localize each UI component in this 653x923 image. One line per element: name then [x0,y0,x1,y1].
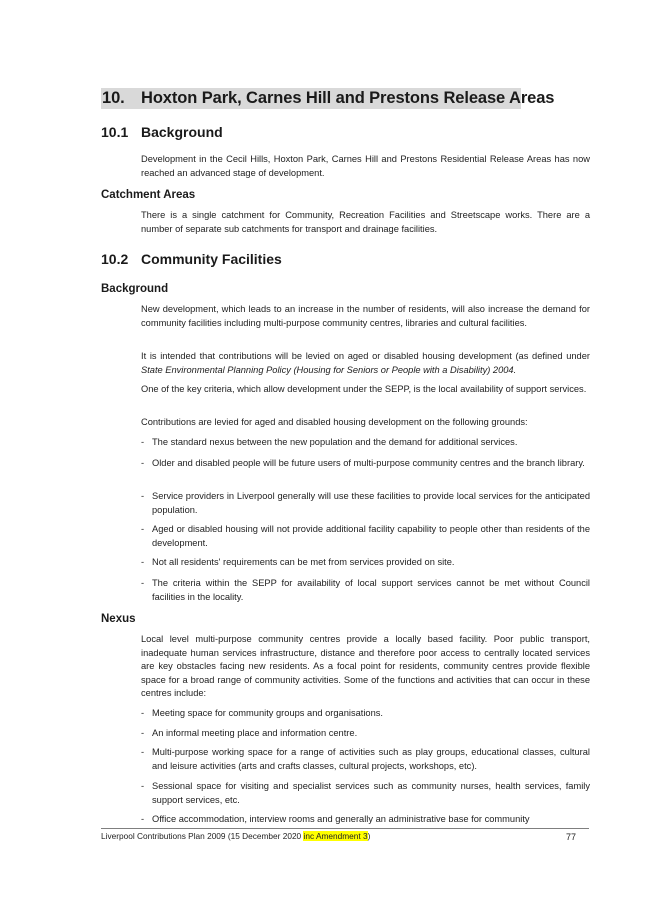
list-item-text: An informal meeting place and information centre. [152,728,358,738]
bullet-dash: - [141,747,145,757]
nexus-heading: Nexus [101,613,136,625]
list-item [141,556,590,570]
section-10-1-heading [101,123,223,141]
footer-text [101,831,370,842]
section-10-2-heading [101,250,282,268]
list-item-text: Sessional space for visiting and specialist services such as community nurses, health services, family support services, etc. [152,781,590,805]
footer-amendment-highlight: inc Amendment 3 [303,831,368,841]
bullet-dash: - [141,578,145,588]
list-item [141,707,590,721]
list-item-text: Meeting space for community groups and organisations. [152,708,383,718]
bullet-dash: - [141,524,145,534]
section-number: 10.1 [101,124,129,140]
list-item-text: Office accommodation, interview rooms and generally an administrative base for community [152,814,530,824]
bullet-dash: - [141,491,145,501]
list-item [141,813,590,827]
community-background-heading: Background [101,283,169,295]
community-paragraph-4: Contributions are levied for aged and disabled housing development on the following grounds: [141,417,528,427]
list-item-text: The standard nexus between the new population and the demand for additional services. [152,437,518,447]
bullet-dash: - [141,557,145,567]
community-paragraph-2 [141,350,590,377]
footer-divider [101,828,589,829]
background-paragraph: Development in the Cecil Hills, Hoxton Park, Carnes Hill and Prestons Residential Release Areas has now reached an advanced stage of development. [141,154,590,178]
catchment-paragraph: There is a single catchment for Community, Recreation Facilities and Streetscape works. There are a number of separate sub catchments for transport and drainage facilities. [141,210,590,234]
chapter-heading [101,88,555,109]
list-item-text: Service providers in Liverpool generally will use these facilities to provide local services for the anticipated population. [152,491,590,515]
list-item [141,457,590,471]
list-item-text: Not all residents' requirements can be met from services provided on site. [152,557,455,567]
list-item [141,727,590,741]
list-item-text: Multi-purpose working space for a range of activities such as play groups, educational classes, cultural and leisure activities (arts and crafts classes, cultural projects, workshops, etc). [152,747,590,771]
sepp-title: State Environmental Planning Policy (Housing for Seniors or People with a Disability) 2004. [141,364,517,375]
list-item [141,746,590,773]
catchment-areas-heading: Catchment Areas [101,189,196,201]
bullet-dash: - [141,437,145,447]
list-item [141,780,590,807]
community-paragraph-1: New development, which leads to an increase in the number of residents, will also increase the demand for community facilities including multi-purpose community centres, libraries and cultural facilities. [141,304,590,328]
list-item-text: Aged or disabled housing will not provide additional facility capability to people other than residents of the development. [152,524,590,548]
page-number: 77 [566,832,577,842]
section-title: Community Facilities [141,251,282,267]
chapter-number: 10. [102,89,125,107]
list-item-text: The criteria within the SEPP for availability of local support services cannot be met without Council facilities in the locality. [152,578,590,602]
bullet-dash: - [141,814,145,824]
bullet-dash: - [141,781,145,791]
list-item-text: Older and disabled people will be future users of multi-purpose community centres and the branch library. [152,458,585,468]
footer-plan-name: Liverpool Contributions Plan 2009 (15 December 2020 [101,831,304,841]
list-item [141,577,590,604]
footer-close-paren: ) [367,831,371,841]
section-title: Background [141,124,223,140]
list-item [141,523,590,550]
section-number: 10.2 [101,251,129,267]
list-item [141,490,590,517]
paragraph-text: It is intended that contributions will be levied on aged or disabled housing development (as defined under [141,351,590,361]
bullet-dash: - [141,708,145,718]
chapter-title: Hoxton Park, Carnes Hill and Prestons Release Areas [141,89,555,107]
list-item [141,436,590,450]
bullet-dash: - [141,728,145,738]
bullet-dash: - [141,458,145,468]
nexus-paragraph: Local level multi-purpose community centres provide a locally based facility. Poor public transport, inadequate human services infrastructure, distance and therefore poor access to centrally located services are key obstacles facing new residents. As a focal point for residents, community centres provide flexible space for a broad range of community activities. Some of the functions and activities that can occur in these centres include: [141,634,590,699]
community-paragraph-3: One of the key criteria, which allow development under the SEPP, is the local availability of support services. [141,384,587,394]
